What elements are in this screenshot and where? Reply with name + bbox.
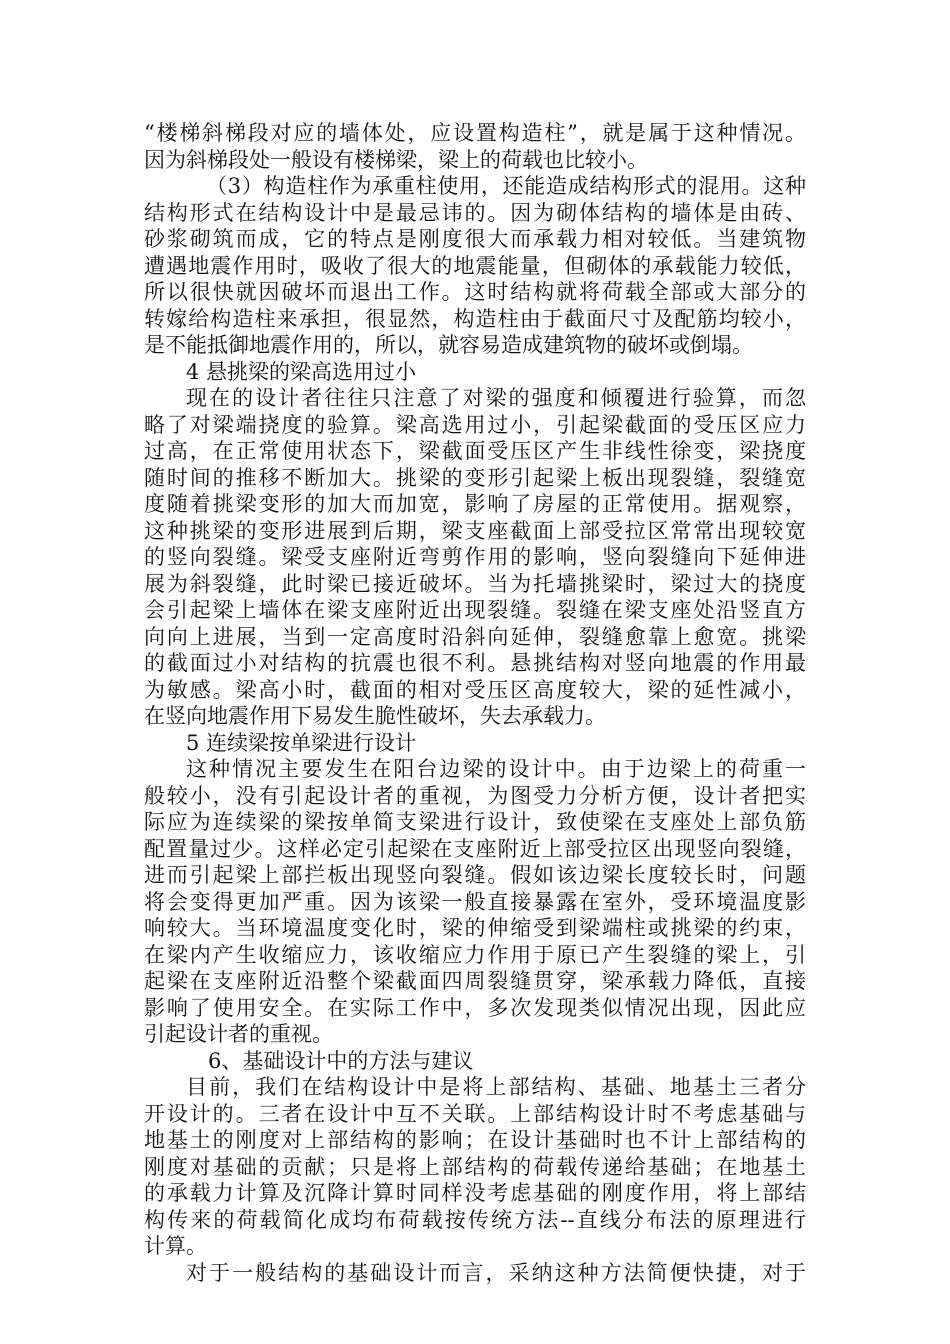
text-line: 对于一般结构的基础设计而言，采纳这种方法简便快捷，对于: [186, 1260, 806, 1285]
text-line: 计算。: [144, 1234, 207, 1258]
text-line: 将会变得更加严重。因为该梁一般直接暴露在室外，受环境温度影: [144, 889, 806, 914]
text-line: 配置量过少。这样必定引起梁在支座附近上部受拉区出现竖向裂缝，: [144, 836, 806, 861]
document-body: [144, 120, 806, 1286]
section-heading: 5 连续梁按单梁进行设计: [186, 730, 417, 755]
text-line: 的竖向裂缝。梁受支座附近弯剪作用的影响，竖向裂缝向下延伸进: [144, 545, 806, 569]
text-line: 地基土的刚度对上部结构的影响；在设计基础时也不计上部结构的: [144, 1128, 806, 1152]
section-heading: 4 悬挑梁的梁高选用过小: [186, 359, 417, 384]
text-line: “楼梯斜梯段对应的墙体处，应设置构造柱”，就是属于这种情况。: [144, 121, 806, 145]
text-line: 这种挑梁的变形进展到后期，梁支座截面上部受拉区常常出现较宽: [144, 518, 806, 543]
text-line: 向向上进展，当到一定高度时沿斜向延伸，裂缝愈靠上愈宽。挑梁: [144, 624, 806, 649]
text-line: 所以很快就因破坏而退出工作。这时结构就将荷载全部或大部分的: [144, 280, 806, 304]
text-line: 随时间的推移不断加大。挑梁的变形引起梁上板出现裂缝，裂缝宽: [144, 465, 806, 490]
text-line: 进而引起梁上部拦板出现竖向裂缝。假如该边梁长度较长时，问题: [144, 863, 806, 887]
text-line: （3）构造柱作为承重柱使用，还能造成结构形式的混用。这种: [206, 174, 806, 198]
text-line: 为敏感。梁高小时，截面的相对受压区高度较大，梁的延性减小，: [144, 677, 806, 702]
text-line: 影响了使用安全。在实际工作中，多次发现类似情况出现，因此应: [144, 995, 806, 1020]
text-line: 开设计的。三者在设计中互不关联。上部结构设计时不考虑基础与: [144, 1101, 806, 1126]
text-line: 会引起梁上墙体在梁支座附近出现裂缝。裂缝在梁支座处沿竖直方: [144, 598, 806, 622]
text-line: 是不能抵御地震作用的，所以，就容易造成建筑物的破坏或倒塌。: [144, 333, 753, 357]
text-line: 度随着挑梁变形的加大而加宽，影响了房屋的正常使用。据观察，: [144, 492, 806, 516]
text-line: 构传来的荷载简化成均布荷载按传统方法--直线分布法的原理进行: [144, 1207, 806, 1232]
text-line: 在梁内产生收缩应力，该收缩应力作用于原已产生裂缝的梁上，引: [144, 942, 806, 967]
text-line: 响较大。当环境温度变化时，梁的伸缩受到梁端柱或挑梁的约束，: [144, 916, 806, 940]
text-line: 这种情况主要发生在阳台边梁的设计中。由于边梁上的荷重一: [186, 757, 806, 781]
text-line: 般较小，没有引起设计者的重视，为图受力分析方便，设计者把实: [144, 783, 806, 808]
text-line: 展为斜裂缝，此时梁已接近破坏。当为托墙挑梁时，梁过大的挠度: [144, 571, 806, 596]
text-line: 转嫁给构造柱来承担，很显然，构造柱由于截面尺寸及配筋均较小，: [144, 306, 806, 331]
text-line: 过高，在正常使用状态下，梁截面受压区产生非线性徐变，梁挠度: [144, 439, 806, 463]
text-line: 砂浆砌筑而成，它的特点是刚度很大而承载力相对较低。当建筑物: [144, 227, 806, 251]
text-line: 的承载力计算及沉降计算时同样没考虑基础的刚度作用，将上部结: [144, 1181, 806, 1205]
text-line: 的截面过小对结构的抗震也很不利。悬挑结构对竖向地震的作用最: [144, 651, 806, 675]
text-line: 引起设计者的重视。: [144, 1022, 333, 1046]
text-line: 略了对梁端挠度的验算。梁高选用过小，引起梁截面的受压区应力: [144, 412, 806, 437]
text-line: 目前，我们在结构设计中是将上部结构、基础、地基土三者分: [186, 1075, 806, 1099]
text-line: 现在的设计者往往只注意了对梁的强度和倾覆进行验算，而忽: [186, 386, 806, 410]
text-line: 起梁在支座附近沿整个梁截面四周裂缝贯穿，梁承载力降低，直接: [144, 969, 806, 993]
text-line: 在竖向地震作用下易发生脆性破坏，失去承载力。: [144, 704, 606, 728]
text-line: 结构形式在结构设计中是最忌讳的。因为砌体结构的墙体是由砖、: [144, 200, 806, 225]
text-line: 遭遇地震作用时，吸收了很大的地震能量，但砌体的承载能力较低，: [144, 253, 806, 278]
section-heading: 6、基础设计中的方法与建议: [208, 1048, 474, 1073]
text-line: 因为斜梯段处一般设有楼梯梁，梁上的荷载也比较小。: [144, 147, 648, 172]
text-line: 际应为连续梁的梁按单简支梁进行设计，致使梁在支座处上部负筋: [144, 810, 806, 834]
text-line: 刚度对基础的贡献；只是将上部结构的荷载传递给基础；在地基土: [144, 1154, 806, 1179]
